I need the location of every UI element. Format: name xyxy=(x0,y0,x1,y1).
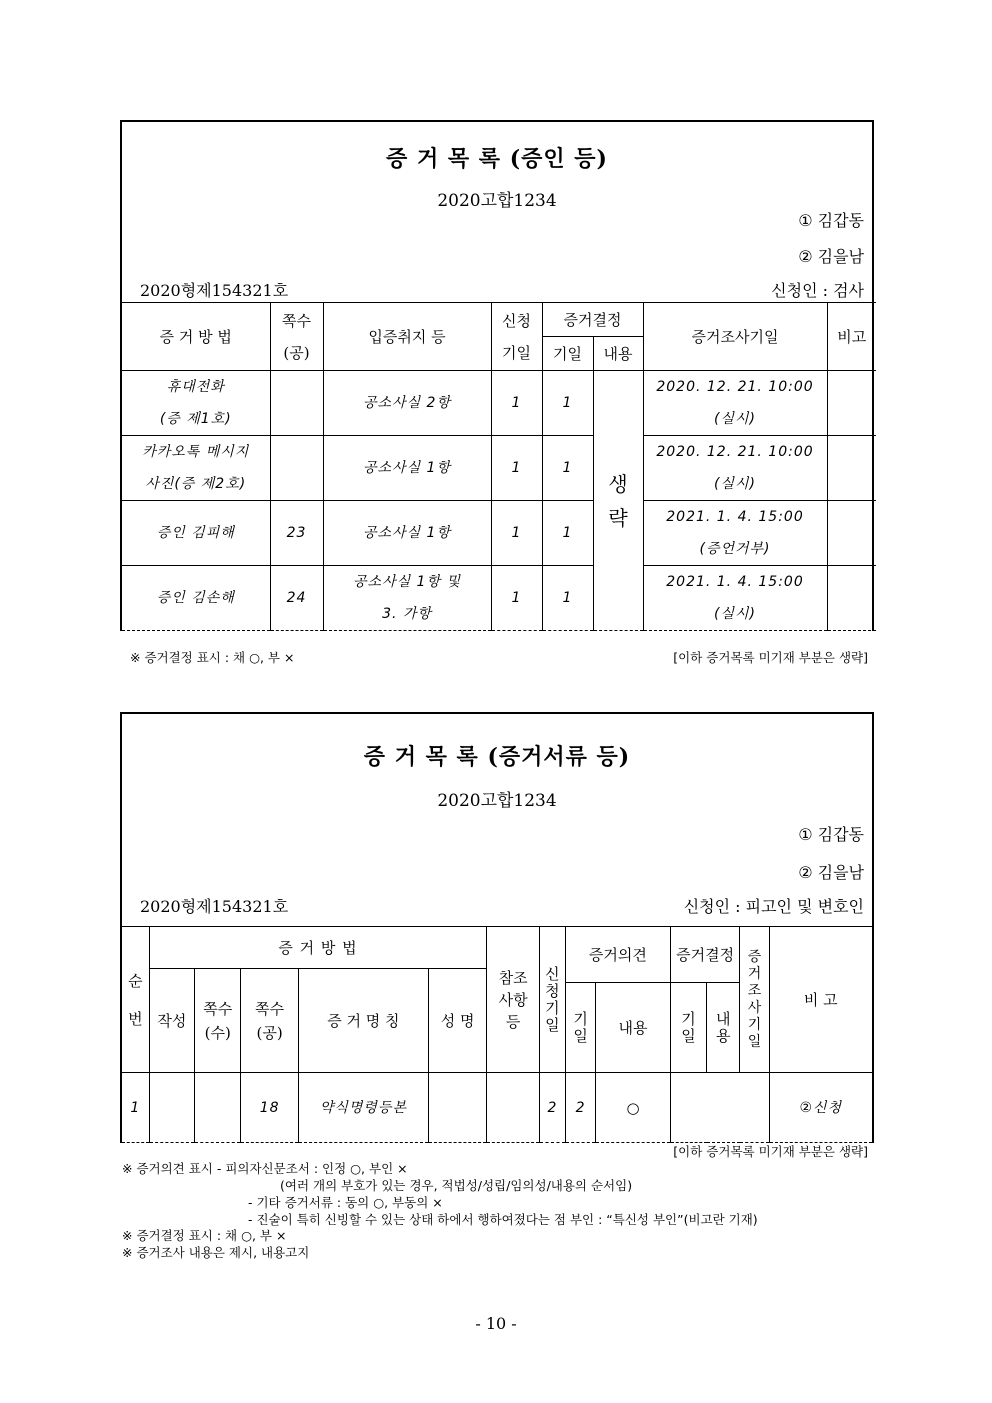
applicant: 신청인 : 피고인 및 변호인 xyxy=(683,897,864,916)
page-number: - 10 - xyxy=(475,1314,517,1333)
header-exam-date: 증거조사기일 xyxy=(643,303,827,371)
section-header xyxy=(122,714,872,926)
omission-note: [이하 증거목록 미기재 부분은 생략] xyxy=(673,650,868,665)
note-line-5: ※ 증거결정 표시 : 채 ○, 부 × xyxy=(122,1228,287,1243)
header-opinion: 증거의견 xyxy=(566,927,671,983)
section-title: 증 거 목 록 (증거서류 등) xyxy=(363,744,631,770)
record-number: 2020형제154321호 xyxy=(140,897,289,916)
record-number: 2020형제154321호 xyxy=(140,281,289,300)
defendant-2: ② 김을남 xyxy=(798,863,864,882)
header-author: 작성 xyxy=(149,969,194,1073)
table-row: 증인 김피해 23 공소사실 1항 1 1 2021. 1. 4. 15:00 (증언거부) xyxy=(122,501,876,566)
defendant-1: ① 김갑동 xyxy=(798,825,864,844)
table-row: 1 18 약식명령등본 2 2 ○ ②신청 xyxy=(122,1073,872,1143)
header-page-g: 쪽수 (공) xyxy=(241,969,298,1073)
header-opinion-content: 내용 xyxy=(596,983,671,1073)
header-decision-date: 기 일 xyxy=(670,983,706,1073)
evidence-table xyxy=(122,926,872,1143)
header-name: 증 거 명 칭 xyxy=(298,969,428,1073)
defendant-2: ② 김을남 xyxy=(798,247,864,266)
header-remark: 비 고 xyxy=(769,927,872,1073)
header-page-s: 쪽수 (수) xyxy=(195,969,241,1073)
note-line-1: ※ 증거의견 표시 - 피의자신문조서 : 인정 ○, 부인 × xyxy=(122,1161,408,1176)
case-number: 2020고합1234 xyxy=(437,191,557,211)
header-seq: 순 번 xyxy=(122,927,149,1073)
header-purpose: 입증취지 등 xyxy=(323,303,491,371)
note-line-6: ※ 증거조사 내용은 제시, 내용고지 xyxy=(122,1245,310,1260)
header-decision-date: 기일 xyxy=(542,337,593,371)
header-person: 성 명 xyxy=(428,969,486,1073)
header-decision-content: 내 용 xyxy=(707,983,740,1073)
omitted-mark: 생 략 xyxy=(593,371,643,631)
header-decision: 증거결정 xyxy=(670,927,740,983)
header-page: 쪽수 (공) xyxy=(270,303,323,371)
header-method: 증 거 방 법 xyxy=(122,303,270,371)
case-number: 2020고합1234 xyxy=(437,791,557,811)
section-title: 증 거 목 록 (증인 등) xyxy=(386,146,608,172)
decision-legend: ※ 증거결정 표시 : 채 ○, 부 × xyxy=(130,650,295,665)
header-decision-content: 내용 xyxy=(593,337,643,371)
header-exam-date: 증 거 조 사 기 일 xyxy=(740,927,769,1073)
header-apply: 신청 기일 xyxy=(491,303,542,371)
note-line-3: - 기타 증거서류 : 동의 ○, 부동의 × xyxy=(248,1195,443,1210)
evidence-list-documents xyxy=(120,712,874,1143)
table-row: 휴대전화 (증 제1호) 공소사실 2항 1 1 생 략 2020. 12. 21. 10:00 (실시) xyxy=(122,371,876,436)
note-line-4: - 진술이 특히 신빙할 수 있는 상태 하에서 행하여졌다는 점 부인 : “특신성 부인”(비고란 기재) xyxy=(248,1212,758,1227)
header-ref: 참조 사항 등 xyxy=(487,927,539,1073)
header-opinion-date: 기 일 xyxy=(566,983,596,1073)
header-decision: 증거결정 xyxy=(542,303,643,337)
table-row: 증인 김손해 24 공소사실 1항 및 3. 가항 1 1 2021. 1. 4. 15:00 (실시) xyxy=(122,566,876,631)
defendant-1: ① 김갑동 xyxy=(798,211,864,230)
evidence-table xyxy=(122,302,876,631)
note-line-2: (여러 개의 부호가 있는 경우, 적법성/성립/임의성/내용의 순서임) xyxy=(280,1178,633,1193)
section-header xyxy=(122,122,872,302)
omission-note: [이하 증거목록 미기재 부분은 생략] xyxy=(673,1144,868,1159)
header-apply-date: 신 청 기 일 xyxy=(539,927,565,1073)
header-method: 증 거 방 법 xyxy=(149,927,487,969)
applicant: 신청인 : 검사 xyxy=(771,281,864,300)
header-remark: 비고 xyxy=(827,303,876,371)
table-row: 카카오톡 메시지 사진(증 제2호) 공소사실 1항 1 1 2020. 12. 21. 10:00 (실시) xyxy=(122,436,876,501)
evidence-list-witness xyxy=(120,120,874,631)
